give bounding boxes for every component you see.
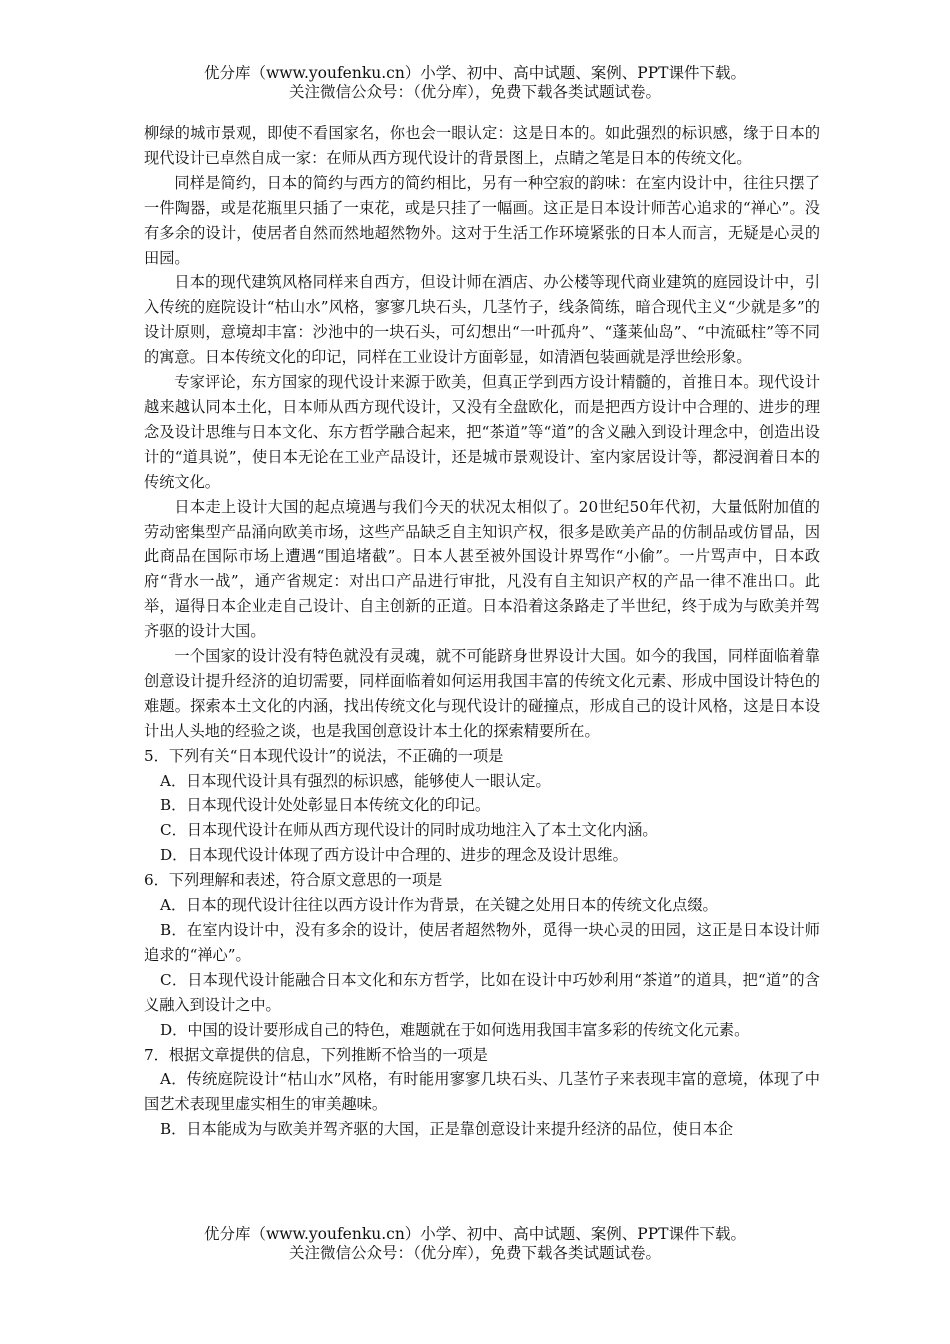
question-7-stem: 7．根据文章提供的信息，下列推断不恰当的一项是 (144, 1045, 488, 1064)
question-6-option-b: B．在室内设计中，没有多余的设计，使居者超然物外，觅得一块心灵的田园，这正是日本设计师追求的“禅心”。 (144, 921, 820, 964)
header-line-2: 关注微信公众号：（优分库），免费下载各类试题试卷。 (288, 83, 661, 101)
footer-line-1: 优分库（www.youfenku.cn）小学、初中、高中试题、案例、PPT课件下载。 (203, 1225, 747, 1243)
footer-line-2: 关注微信公众号：（优分库），免费下载各类试题试卷。 (288, 1244, 661, 1262)
question-5-option-b: B．日本现代设计处处彰显日本传统文化的印记。 (160, 796, 491, 815)
document-body (144, 121, 820, 1142)
question-6-stem: 6．下列理解和表述，符合原文意思的一项是 (144, 871, 443, 890)
question-6-option-c: C．日本现代设计能融合日本文化和东方哲学，比如在设计中巧妙利用“茶道”的道具，把“道”的含义融入到设计之中。 (144, 970, 820, 1014)
passage-paragraph: 同样是简约，日本的简约与西方的简约相比，另有一种空寂的韵味：在室内设计中，往往只摆了一件陶器，或是花瓶里只插了一束花，或是只挂了一幅画。这正是日本设计师苦心追求的“禅心”。没有多余的设计，使居者自然而然地超然物外。这对于生活工作环境紧张的日本人而言，无疑是心灵的田园。 (144, 173, 820, 267)
question-7-option-a: A．传统庭院设计“枯山水”风格，有时能用寥寥几块石头、几茎竹子来表现丰富的意境，体现了中国艺术表现里虚实相生的审美趣味。 (144, 1070, 820, 1114)
page-footer (0, 1225, 950, 1263)
question-5-stem: 5．下列有关“日本现代设计”的说法，不正确的一项是 (144, 746, 504, 765)
passage-paragraph: 专家评论，东方国家的现代设计来源于欧美，但真正学到西方设计精髓的，首推日本。现代设计越来越认同本土化，日本师从西方现代设计，又没有全盘欧化，而是把西方设计中合理的、进步的理念及设计思维与日本文化、东方哲学融合起来，把“茶道”等“道”的含义融入到设计理念中，创造出设计的“道具说”，使日本无论在工业产品设计，还是城市景观设计、室内家居设计等，都浸润着日本的传统文化。 (144, 373, 820, 491)
passage-paragraph: 日本走上设计大国的起点境遇与我们今天的状况太相似了。20世纪50年代初，大量低附加值的劳动密集型产品涌向欧美市场，这些产品缺乏自主知识产权，很多是欧美产品的仿制品或仿冒品，因此商品在国际市场上遭遇“围追堵截”。日本人甚至被外国设计界骂作“小偷”。一片骂声中，日本政府“背水一战”，通产省规定：对出口产品进行审批，凡没有自主知识产权的产品一律不准出口。此举，逼得日本企业走自己设计、自主创新的正道。日本沿着这条路走了半世纪，终于成为与欧美并驾齐驱的设计大国。 (144, 497, 820, 641)
question-5-option-d: D．日本现代设计体现了西方设计中合理的、进步的理念及设计思维。 (160, 846, 628, 865)
question-6-option-d: D．中国的设计要形成自己的特色，难题就在于如何选用我国丰富多彩的传统文化元素。 (160, 1020, 750, 1039)
question-7-option-b: B．日本能成为与欧美并驾齐驱的大国，正是靠创意设计来提升经济的品位，使日本企 (160, 1120, 734, 1139)
page-header (0, 64, 950, 102)
passage-paragraph: 日本的现代建筑风格同样来自西方，但设计师在酒店、办公楼等现代商业建筑的庭园设计中，引入传统的庭院设计“枯山水”风格，寥寥几块石头，几茎竹子，线条简练，暗合现代主义“少就是多”的设计原则，意境却丰富：沙池中的一块石头，可幻想出“一叶孤舟”、“蓬莱仙岛”、“中流砥柱”等不同的寓意。日本传统文化的印记，同样在工业设计方面彰显，如清酒包装画就是浮世绘形象。 (144, 273, 820, 367)
header-line-1: 优分库（www.youfenku.cn）小学、初中、高中试题、案例、PPT课件下载。 (203, 64, 747, 82)
passage-paragraph: 柳绿的城市景观，即使不看国家名，你也会一眼认定：这是日本的。如此强烈的标识感，缘于日本的现代设计已卓然自成一家：在师从西方现代设计的背景图上，点睛之笔是日本的传统文化。 (144, 124, 820, 167)
passage-paragraph: 一个国家的设计没有特色就没有灵魂，就不可能跻身世界设计大国。如今的我国，同样面临着靠创意设计提升经济的迫切需要，同样面临着如何运用我国丰富的传统文化元素、形成中国设计特色的难题。探索本土文化的内涵，找出传统文化与现代设计的碰撞点，形成自己的设计风格，这是日本设计出人头地的经验之谈，也是我国创意设计本土化的探索精要所在。 (144, 647, 820, 740)
question-6-option-a: A．日本的现代设计往往以西方设计作为背景，在关键之处用日本的传统文化点缀。 (160, 896, 718, 915)
question-5-option-c: C．日本现代设计在师从西方现代设计的同时成功地注入了本土文化内涵。 (160, 821, 658, 840)
question-5-option-a: A．日本现代设计具有强烈的标识感，能够使人一眼认定。 (160, 771, 551, 790)
